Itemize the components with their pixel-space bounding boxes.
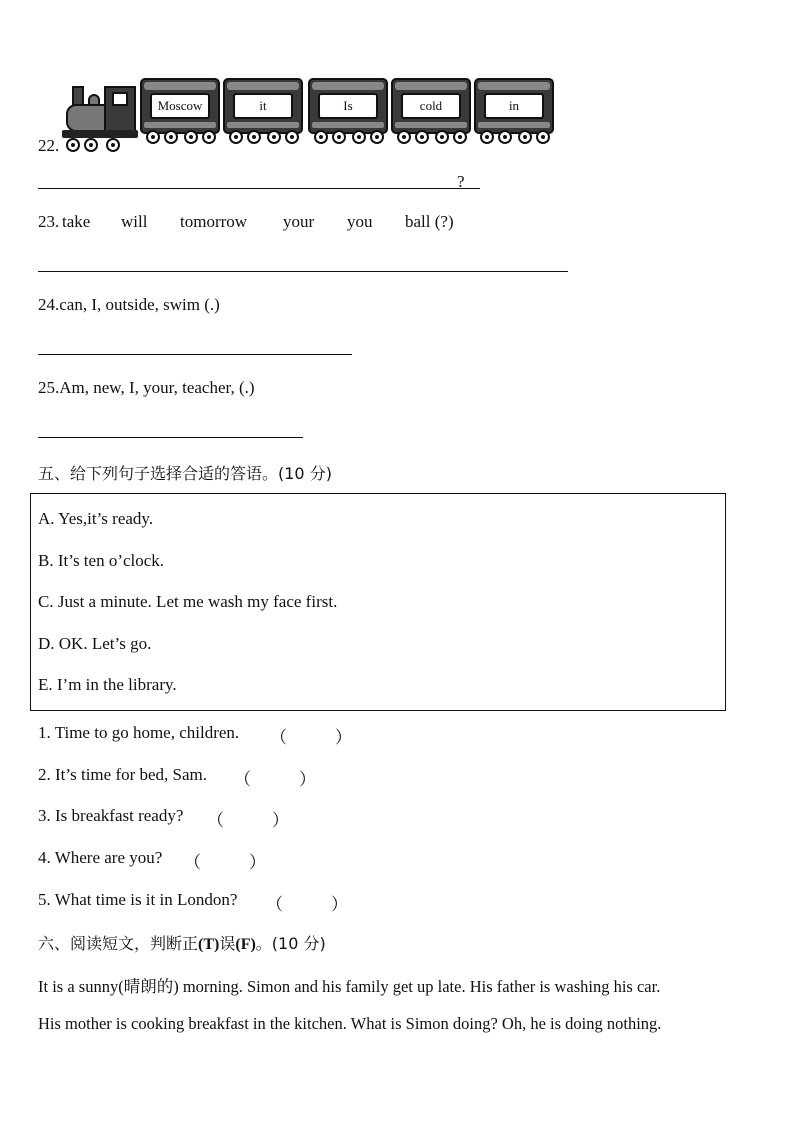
train-car-1 [140,78,220,134]
train-car-word: Is [318,93,378,119]
answer-line-25[interactable] [38,437,303,438]
section-6-heading: 六、阅读短文，判断正(T)误(F)。(10 分) [38,934,326,953]
train-car-2 [223,78,303,134]
question-1: 1. Time to go home, children. [38,723,240,742]
option-b: B. It’s ten o’clock. [38,551,165,570]
question-22-number: 22. [38,136,60,155]
train-car-word: in [484,93,544,119]
option-a: A. Yes,it’s ready. [38,509,154,528]
answer-line-22[interactable] [38,188,480,189]
option-d: D. OK. Let’s go. [38,634,152,653]
locomotive-icon [60,82,140,150]
option-e: E. I’m in the library. [38,675,177,694]
train-car-word: cold [401,93,461,119]
train-car-word: Moscow [150,93,210,119]
reading-line-2: His mother is cooking breakfast in the kitchen. What is Simon doing? Oh, he is doing nothing. [38,1014,662,1033]
question-4: 4. Where are you? [38,848,163,867]
train-car-4 [391,78,471,134]
section-5-heading: 五、给下列句子选择合适的答语。(10 分) [38,464,332,483]
question-23-word: take [62,212,91,231]
reading-line-1: It is a sunny(晴朗的) morning. Simon and his family get up late. His father is washing his car. [38,977,661,996]
question-5: 5. What time is it in London? [38,890,238,909]
question-23-word: you [347,212,373,231]
train-illustration [60,78,560,152]
question-22-end-mark: ? [457,172,465,191]
answer-line-23[interactable] [38,271,568,272]
answer-paren-4[interactable]: （ ） [184,853,266,872]
question-24: 24.can, I, outside, swim (.) [38,295,220,314]
question-25: 25.Am, new, I, your, teacher, (.) [38,378,255,397]
question-2: 2. It’s time for bed, Sam. [38,765,208,784]
train-car-3 [308,78,388,134]
train-car-5 [474,78,554,134]
answer-line-24[interactable] [38,354,352,355]
question-23-word: ball (?) [405,212,454,231]
answer-paren-3[interactable]: （ ） [207,811,289,830]
question-23-word: your [283,212,315,231]
answer-paren-5[interactable]: （ ） [266,895,348,914]
question-3: 3. Is breakfast ready? [38,806,184,825]
question-23-word: tomorrow [180,212,248,231]
question-23-number: 23. [38,212,60,231]
option-c: C. Just a minute. Let me wash my face first. [38,592,338,611]
answer-paren-1[interactable]: （ ） [270,728,352,747]
question-23-word: will [121,212,148,231]
answer-paren-2[interactable]: （ ） [234,770,316,789]
train-car-word: it [233,93,293,119]
